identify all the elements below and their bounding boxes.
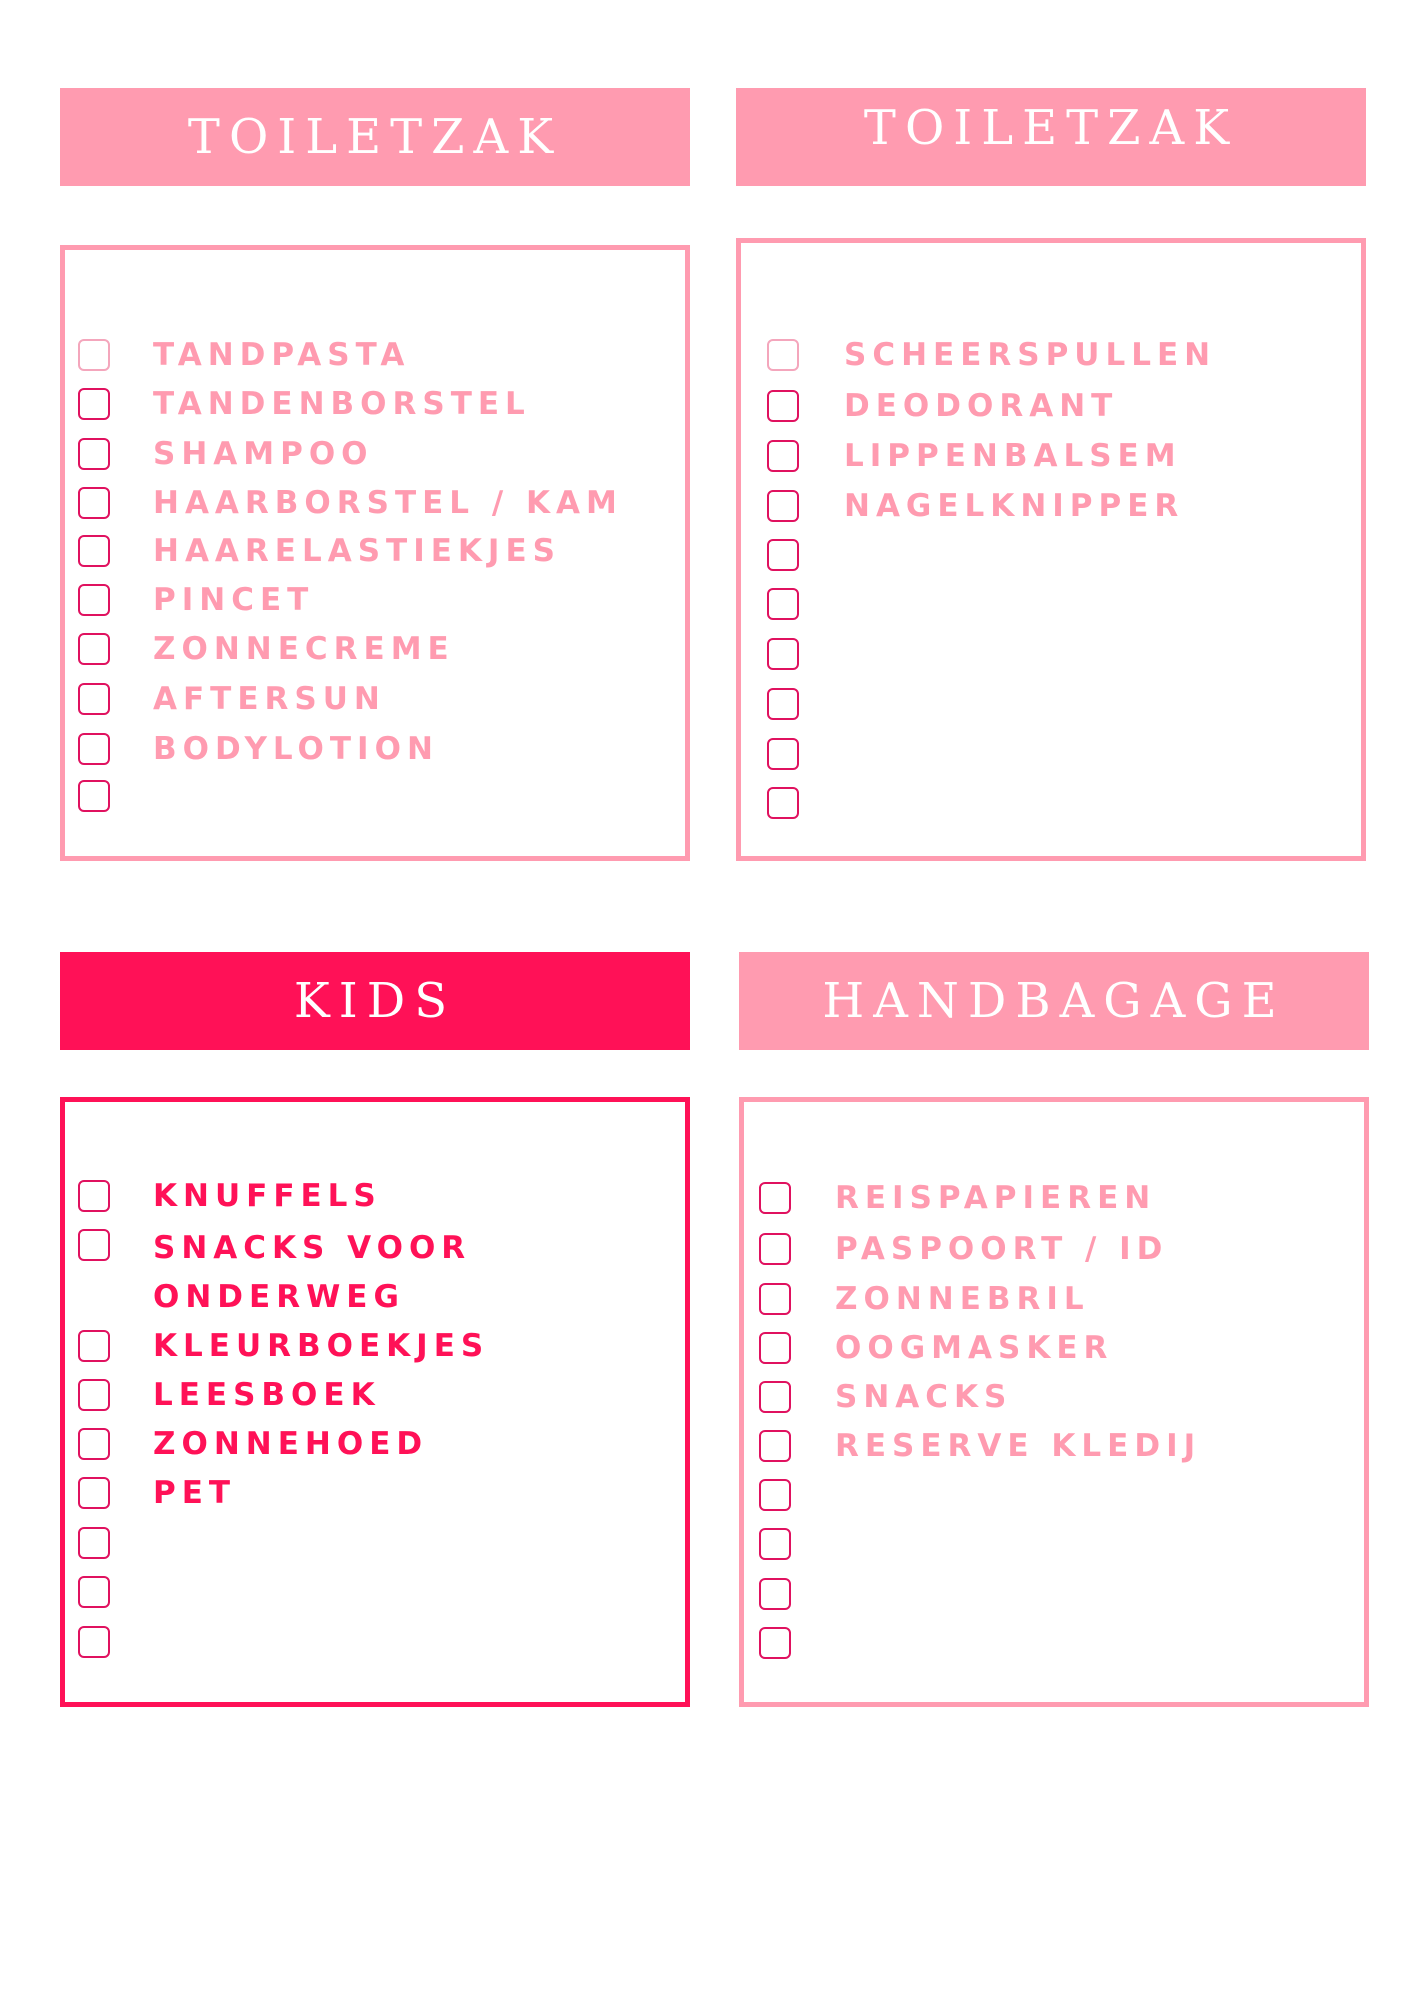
list-item: ZONNEBRIL xyxy=(744,1274,1364,1324)
list-item: PINCET xyxy=(65,575,685,625)
list-item-empty xyxy=(65,1567,685,1617)
checklist-handbagage xyxy=(739,1097,1369,1707)
checklist-toiletzak-left xyxy=(60,245,690,861)
list-item: TANDPASTA xyxy=(65,330,685,380)
list-item-empty xyxy=(65,1617,685,1667)
checkbox[interactable] xyxy=(759,1332,791,1364)
list-item-empty xyxy=(744,1569,1364,1619)
checkbox[interactable] xyxy=(78,388,110,420)
list-item: HAARELASTIEKJES xyxy=(65,526,685,576)
checkbox[interactable] xyxy=(759,1528,791,1560)
list-item: LIPPENBALSEM xyxy=(741,431,1361,481)
checkbox[interactable] xyxy=(78,1330,110,1362)
checkbox[interactable] xyxy=(78,438,110,470)
list-item-continuation: ONDERWEG xyxy=(153,1279,405,1315)
checkbox[interactable] xyxy=(78,733,110,765)
list-item-empty xyxy=(744,1470,1364,1520)
checkbox[interactable] xyxy=(767,390,799,422)
list-item: TANDENBORSTEL xyxy=(65,379,685,429)
list-item: OOGMASKER xyxy=(744,1323,1364,1373)
list-item-empty xyxy=(741,579,1361,629)
list-item-empty xyxy=(741,729,1361,779)
checkbox[interactable] xyxy=(78,1626,110,1658)
list-item: KLEURBOEKJES xyxy=(65,1321,685,1371)
list-item: LEESBOEK xyxy=(65,1370,685,1420)
checkbox[interactable] xyxy=(767,490,799,522)
checkbox[interactable] xyxy=(78,633,110,665)
list-item-empty xyxy=(741,679,1361,729)
checkbox[interactable] xyxy=(767,588,799,620)
section-title-toiletzak-left: TOILETZAK xyxy=(60,88,690,186)
list-item: PET xyxy=(65,1468,685,1518)
checkbox[interactable] xyxy=(78,1229,110,1261)
list-item: SNACKS xyxy=(744,1372,1364,1422)
checkbox[interactable] xyxy=(78,1527,110,1559)
checkbox[interactable] xyxy=(78,339,110,371)
list-item: RESERVE KLEDIJ xyxy=(744,1421,1364,1471)
checkbox[interactable] xyxy=(78,1180,110,1212)
checkbox[interactable] xyxy=(767,539,799,571)
list-item-empty xyxy=(741,530,1361,580)
checkbox[interactable] xyxy=(759,1283,791,1315)
list-item: AFTERSUN xyxy=(65,674,685,724)
checkbox[interactable] xyxy=(759,1627,791,1659)
list-item: DEODORANT xyxy=(741,381,1361,431)
checkbox[interactable] xyxy=(78,683,110,715)
checkbox[interactable] xyxy=(78,1379,110,1411)
checkbox[interactable] xyxy=(78,780,110,812)
section-title-handbagage: HANDBAGAGE xyxy=(739,952,1369,1050)
checkbox[interactable] xyxy=(759,1381,791,1413)
checkbox[interactable] xyxy=(78,1576,110,1608)
list-item: NAGELKNIPPER xyxy=(741,481,1361,531)
list-item: PASPOORT / ID xyxy=(744,1224,1364,1274)
checkbox[interactable] xyxy=(78,1428,110,1460)
list-item: HAARBORSTEL / KAM xyxy=(65,478,685,528)
list-item: SCHEERSPULLEN xyxy=(741,330,1361,380)
list-item: SNACKS VOOR xyxy=(65,1220,685,1270)
checkbox[interactable] xyxy=(759,1479,791,1511)
checkbox[interactable] xyxy=(767,688,799,720)
checkbox[interactable] xyxy=(767,738,799,770)
checkbox[interactable] xyxy=(759,1233,791,1265)
checklist-toiletzak-right xyxy=(736,238,1366,861)
checkbox[interactable] xyxy=(759,1578,791,1610)
list-item-empty xyxy=(744,1618,1364,1668)
checkbox[interactable] xyxy=(767,638,799,670)
checkbox[interactable] xyxy=(759,1182,791,1214)
checkbox[interactable] xyxy=(78,535,110,567)
checkbox[interactable] xyxy=(767,339,799,371)
list-item-empty xyxy=(741,778,1361,828)
checkbox[interactable] xyxy=(78,1477,110,1509)
list-item: REISPAPIEREN xyxy=(744,1173,1364,1223)
checkbox[interactable] xyxy=(759,1430,791,1462)
list-item-empty xyxy=(741,629,1361,679)
list-item: ZONNEHOED xyxy=(65,1419,685,1469)
list-item-empty xyxy=(744,1519,1364,1569)
list-item: BODYLOTION xyxy=(65,724,685,774)
list-item: SHAMPOO xyxy=(65,429,685,479)
section-title-kids: KIDS xyxy=(60,952,690,1050)
checkbox[interactable] xyxy=(767,787,799,819)
list-item-empty xyxy=(65,1518,685,1568)
section-title-toiletzak-right: TOILETZAK xyxy=(736,88,1366,186)
list-item: KNUFFELS xyxy=(65,1171,685,1221)
list-item: ZONNECREME xyxy=(65,624,685,674)
checkbox[interactable] xyxy=(78,487,110,519)
checklist-kids xyxy=(60,1097,690,1707)
checkbox[interactable] xyxy=(78,584,110,616)
list-item-empty xyxy=(65,771,685,821)
checkbox[interactable] xyxy=(767,440,799,472)
